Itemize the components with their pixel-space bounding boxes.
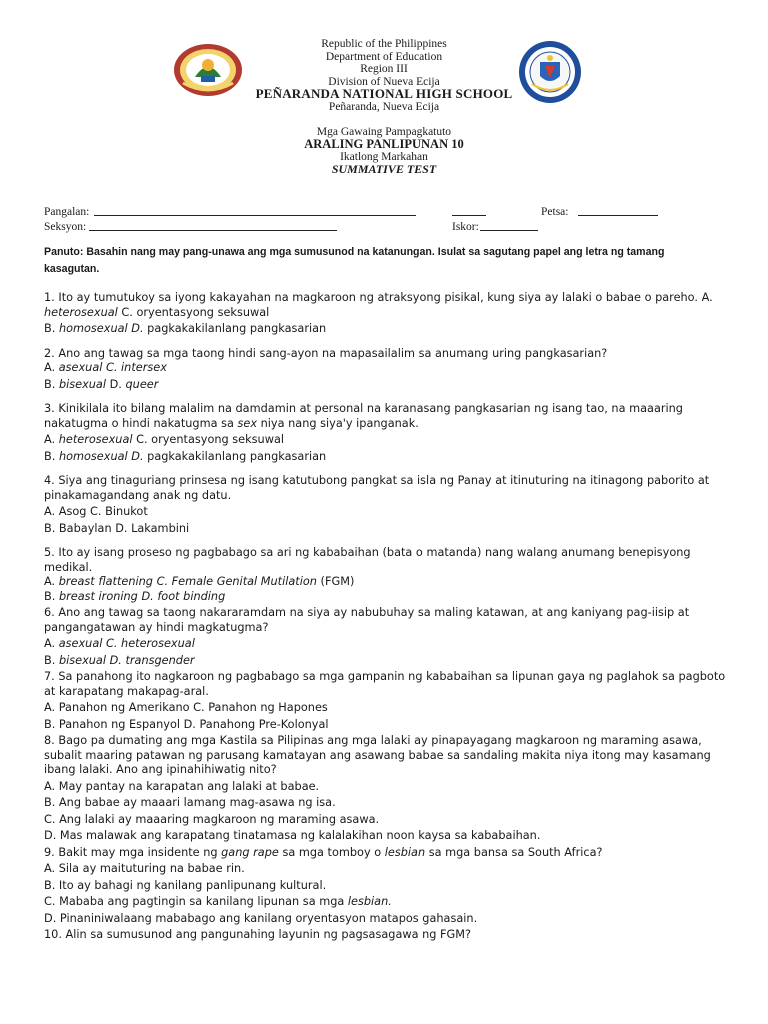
question-8-option-a: A. May pantay na karapatan ang lalaki at babae.: [44, 779, 320, 793]
quarter-title: Ikatlong Markahan: [340, 150, 428, 163]
date-field[interactable]: [578, 205, 658, 221]
header-republic: Republic of the Philippines: [321, 38, 447, 50]
name-field[interactable]: [94, 205, 416, 221]
question-8-option-d: D. Mas malawak ang karapatang tinatamasa ng kalalakihan noon kaysa sa kababaihan.: [44, 829, 541, 842]
question-7-option-a: A. Panahon ng Amerikano C. Panahon ng Hapones: [44, 701, 328, 714]
question-9: 9. Bakit may mga insidente ng gang rape sa mga tomboy o lesbian sa mga bansa sa South Africa?: [44, 845, 603, 859]
question-2: 2. Ano ang tawag sa mga taong hindi sang-ayon na mapasailalim sa anumang uring pangkasarian?: [44, 346, 608, 360]
question-8: 8. Bago pa dumating ang mga Kastila sa Pilipinas ang mga lalaki ay pinapayagang magkaroon ng maraming asawa, subalit maaring patawan ng parusang kamatayan ang asawang babae sa sandaling makita niya itong may kasamang ibang lalaki. Ano ang ipinahihiwatig nito?: [44, 734, 711, 776]
score-field[interactable]: [480, 220, 538, 236]
question-7: 7. Sa panahong ito nagkaroon ng pagbabago sa mga gampanin ng kababaihan sa lipunan gaya ng paglahok sa pagboto at karapatang makapag-aral.: [44, 670, 726, 698]
school-name: PEÑARANDA NATIONAL HIGH SCHOOL: [255, 86, 513, 102]
question-7-option-b: B. Panahon ng Espanyol D. Panahong Pre-Kolonyal: [44, 717, 329, 731]
question-6-option-b: B. bisexual D. transgender: [44, 653, 195, 667]
activity-title: Mga Gawaing Pampagkatuto: [316, 125, 452, 138]
question-6-option-a: A. asexual C. heterosexual: [44, 637, 195, 650]
question-5-option-b: B. breast ironing D. foot binding: [44, 589, 226, 603]
question-3-option-b: B. homosexual D. pagkakakilanlang pangkasarian: [44, 449, 327, 463]
question-2-option-b: B. bisexual D. queer: [44, 377, 159, 391]
subject-title: ARALING PANLIPUNAN 10: [304, 137, 464, 152]
question-1: 1. Ito ay tumutukoy sa iyong kakayahan na magkaroon ng atraksyong pisikal, kung siya ay lalaki o babae o pareho. A. heterosexual C. oryentasyong seksuwal: [44, 291, 713, 319]
question-2-option-a: A. asexual C. intersex: [44, 361, 167, 374]
question-6: 6. Ano ang tawag sa taong nakararamdam na siya ay nabubuhay sa maling katawan, at ang kaniyang pag-iisip at pangangatawan ay hindi magkatugma?: [44, 606, 690, 634]
score-label: Iskor:: [452, 221, 479, 233]
question-1-option-b: B. homosexual D. pagkakakilanlang pangkasarian: [44, 322, 327, 335]
test-title: SUMMATIVE TEST: [331, 162, 437, 177]
question-4-option-b: B. Babaylan D. Lakambini: [44, 521, 190, 535]
extra-field[interactable]: [452, 205, 486, 221]
question-8-option-c: C. Ang lalaki ay maaaring magkaroon ng maraming asawa.: [44, 812, 380, 826]
question-10: 10. Alin sa sumusunod ang pangunahing layunin ng pagsasagawa ng FGM?: [44, 928, 472, 941]
question-5-option-a: A. breast flattening C. Female Genital Mutilation (FGM): [44, 575, 355, 588]
section-field[interactable]: [89, 220, 337, 236]
student-info-form: [44, 205, 734, 235]
question-5: 5. Ito ay isang proseso ng pagbabago sa ari ng kababaihan (bata o matanda) nang walang anumang benepisyong medikal.: [44, 546, 691, 574]
question-9-option-d: D. Pinaniniwalaang mababago ang kanilang oryentasyon matapos gahasain.: [44, 911, 478, 925]
question-list: [44, 291, 734, 943]
question-3-option-a: A. heterosexual C. oryentasyong seksuwal: [44, 433, 285, 446]
directions: Panuto: Basahin nang may pang-unawa ang mga sumusunod na katanungan. Isulat sa sagutang papel ang letra ng tamang kasagutan.: [44, 246, 665, 275]
header-department: Department of Education: [325, 50, 443, 63]
question-4: 4. Siya ang tinaguriang prinsesa ng isang katutubong pangkat sa isla ng Panay at itinuturing na itinagong paborito at pinakamagandang anak ng datu.: [44, 474, 710, 502]
document-header: [0, 38, 768, 176]
question-3: 3. Kinikilala ito bilang malalim na damdamin at personal na karanasang pangkasarian ng isang tao, na maaaring nakatugma o hindi nakatugma sa sex niya nang siya'y ipanganak.: [44, 402, 683, 430]
section-label: Seksyon:: [44, 221, 87, 233]
header-region: Region III: [360, 63, 408, 76]
school-location: Peñaranda, Nueva Ecija: [328, 100, 440, 113]
header-division: Division of Nueva Ecija: [328, 75, 440, 88]
question-9-option-c: C. Mababa ang pagtingin sa kanilang lipunan sa mga lesbian.: [44, 895, 392, 908]
question-9-option-b: B. Ito ay bahagi ng kanilang panlipunang kultural.: [44, 878, 327, 892]
name-label: Pangalan:: [44, 206, 90, 218]
question-4-option-a: A. Asog C. Binukot: [44, 505, 148, 518]
question-9-option-a: A. Sila ay maituturing na babae rin.: [44, 862, 245, 875]
date-label: Petsa:: [541, 206, 569, 218]
question-8-option-b: B. Ang babae ay maaari lamang mag-asawa ng isa.: [44, 796, 336, 809]
